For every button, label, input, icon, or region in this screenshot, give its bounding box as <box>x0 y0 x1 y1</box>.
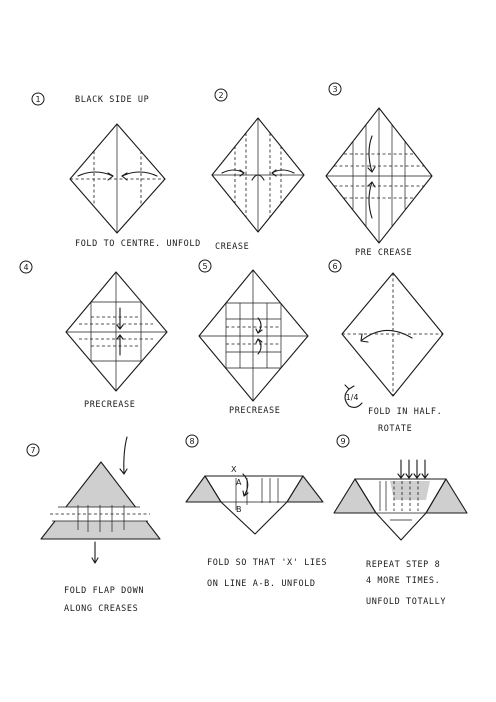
step-number: 1 <box>35 95 41 104</box>
arrow-push-down <box>124 437 127 474</box>
step-caption: REPEAT STEP 8 <box>366 560 441 570</box>
diamond-diagram <box>66 272 167 391</box>
step-caption: PRECREASE <box>229 406 281 416</box>
step-8 <box>186 435 327 589</box>
step-7 <box>27 437 160 614</box>
step-number: 4 <box>23 263 29 272</box>
step-number: 8 <box>189 437 195 446</box>
diamond-diagram <box>342 273 443 396</box>
step-caption: UNFOLD TOTALLY <box>366 597 447 607</box>
step-heading: BLACK SIDE UP <box>75 95 150 105</box>
step-number: 3 <box>332 85 338 94</box>
step-number: 5 <box>202 262 208 271</box>
step-caption: PRECREASE <box>84 400 136 410</box>
arrow-fold-in-half <box>362 330 412 340</box>
step-5 <box>199 260 308 416</box>
triangle-diagram <box>41 437 160 563</box>
step-caption: PRE CREASE <box>355 248 413 258</box>
step-caption: ALONG CREASES <box>64 604 139 614</box>
rotate-icon <box>345 385 362 407</box>
diamond-diagram <box>212 118 304 232</box>
step-caption: FOLD IN HALF. <box>368 407 443 417</box>
mark-a-label: A <box>236 478 242 487</box>
step-number: 2 <box>218 91 224 100</box>
step-caption: FOLD FLAP DOWN <box>64 586 145 596</box>
step-number: 7 <box>30 446 36 455</box>
diamond-diagram <box>326 108 432 243</box>
step-caption: ON LINE A-B. UNFOLD <box>207 579 316 589</box>
step-caption: 4 MORE TIMES. <box>366 576 441 586</box>
step-9 <box>334 435 467 607</box>
step-caption: ROTATE <box>378 424 413 434</box>
arrow-fold-up <box>369 182 372 218</box>
mark-b-label: B <box>236 505 242 514</box>
step-number: 6 <box>332 262 338 271</box>
step-caption: FOLD SO THAT 'X' LIES <box>207 558 328 568</box>
step-4 <box>20 261 167 410</box>
diamond-diagram <box>70 124 165 233</box>
folded-model-diagram <box>334 460 467 540</box>
step-2 <box>212 89 304 252</box>
step-number: 9 <box>340 437 346 446</box>
step-caption: FOLD TO CENTRE. UNFOLD <box>75 239 201 249</box>
step-6 <box>329 260 443 434</box>
folded-model-diagram <box>186 465 323 534</box>
step-1 <box>32 93 201 249</box>
rotate-quarter-label: 1/4 <box>345 393 359 402</box>
mark-x-label: X <box>231 465 237 474</box>
step-3 <box>326 83 432 258</box>
step-caption: CREASE <box>215 242 250 252</box>
diamond-diagram <box>199 270 308 401</box>
